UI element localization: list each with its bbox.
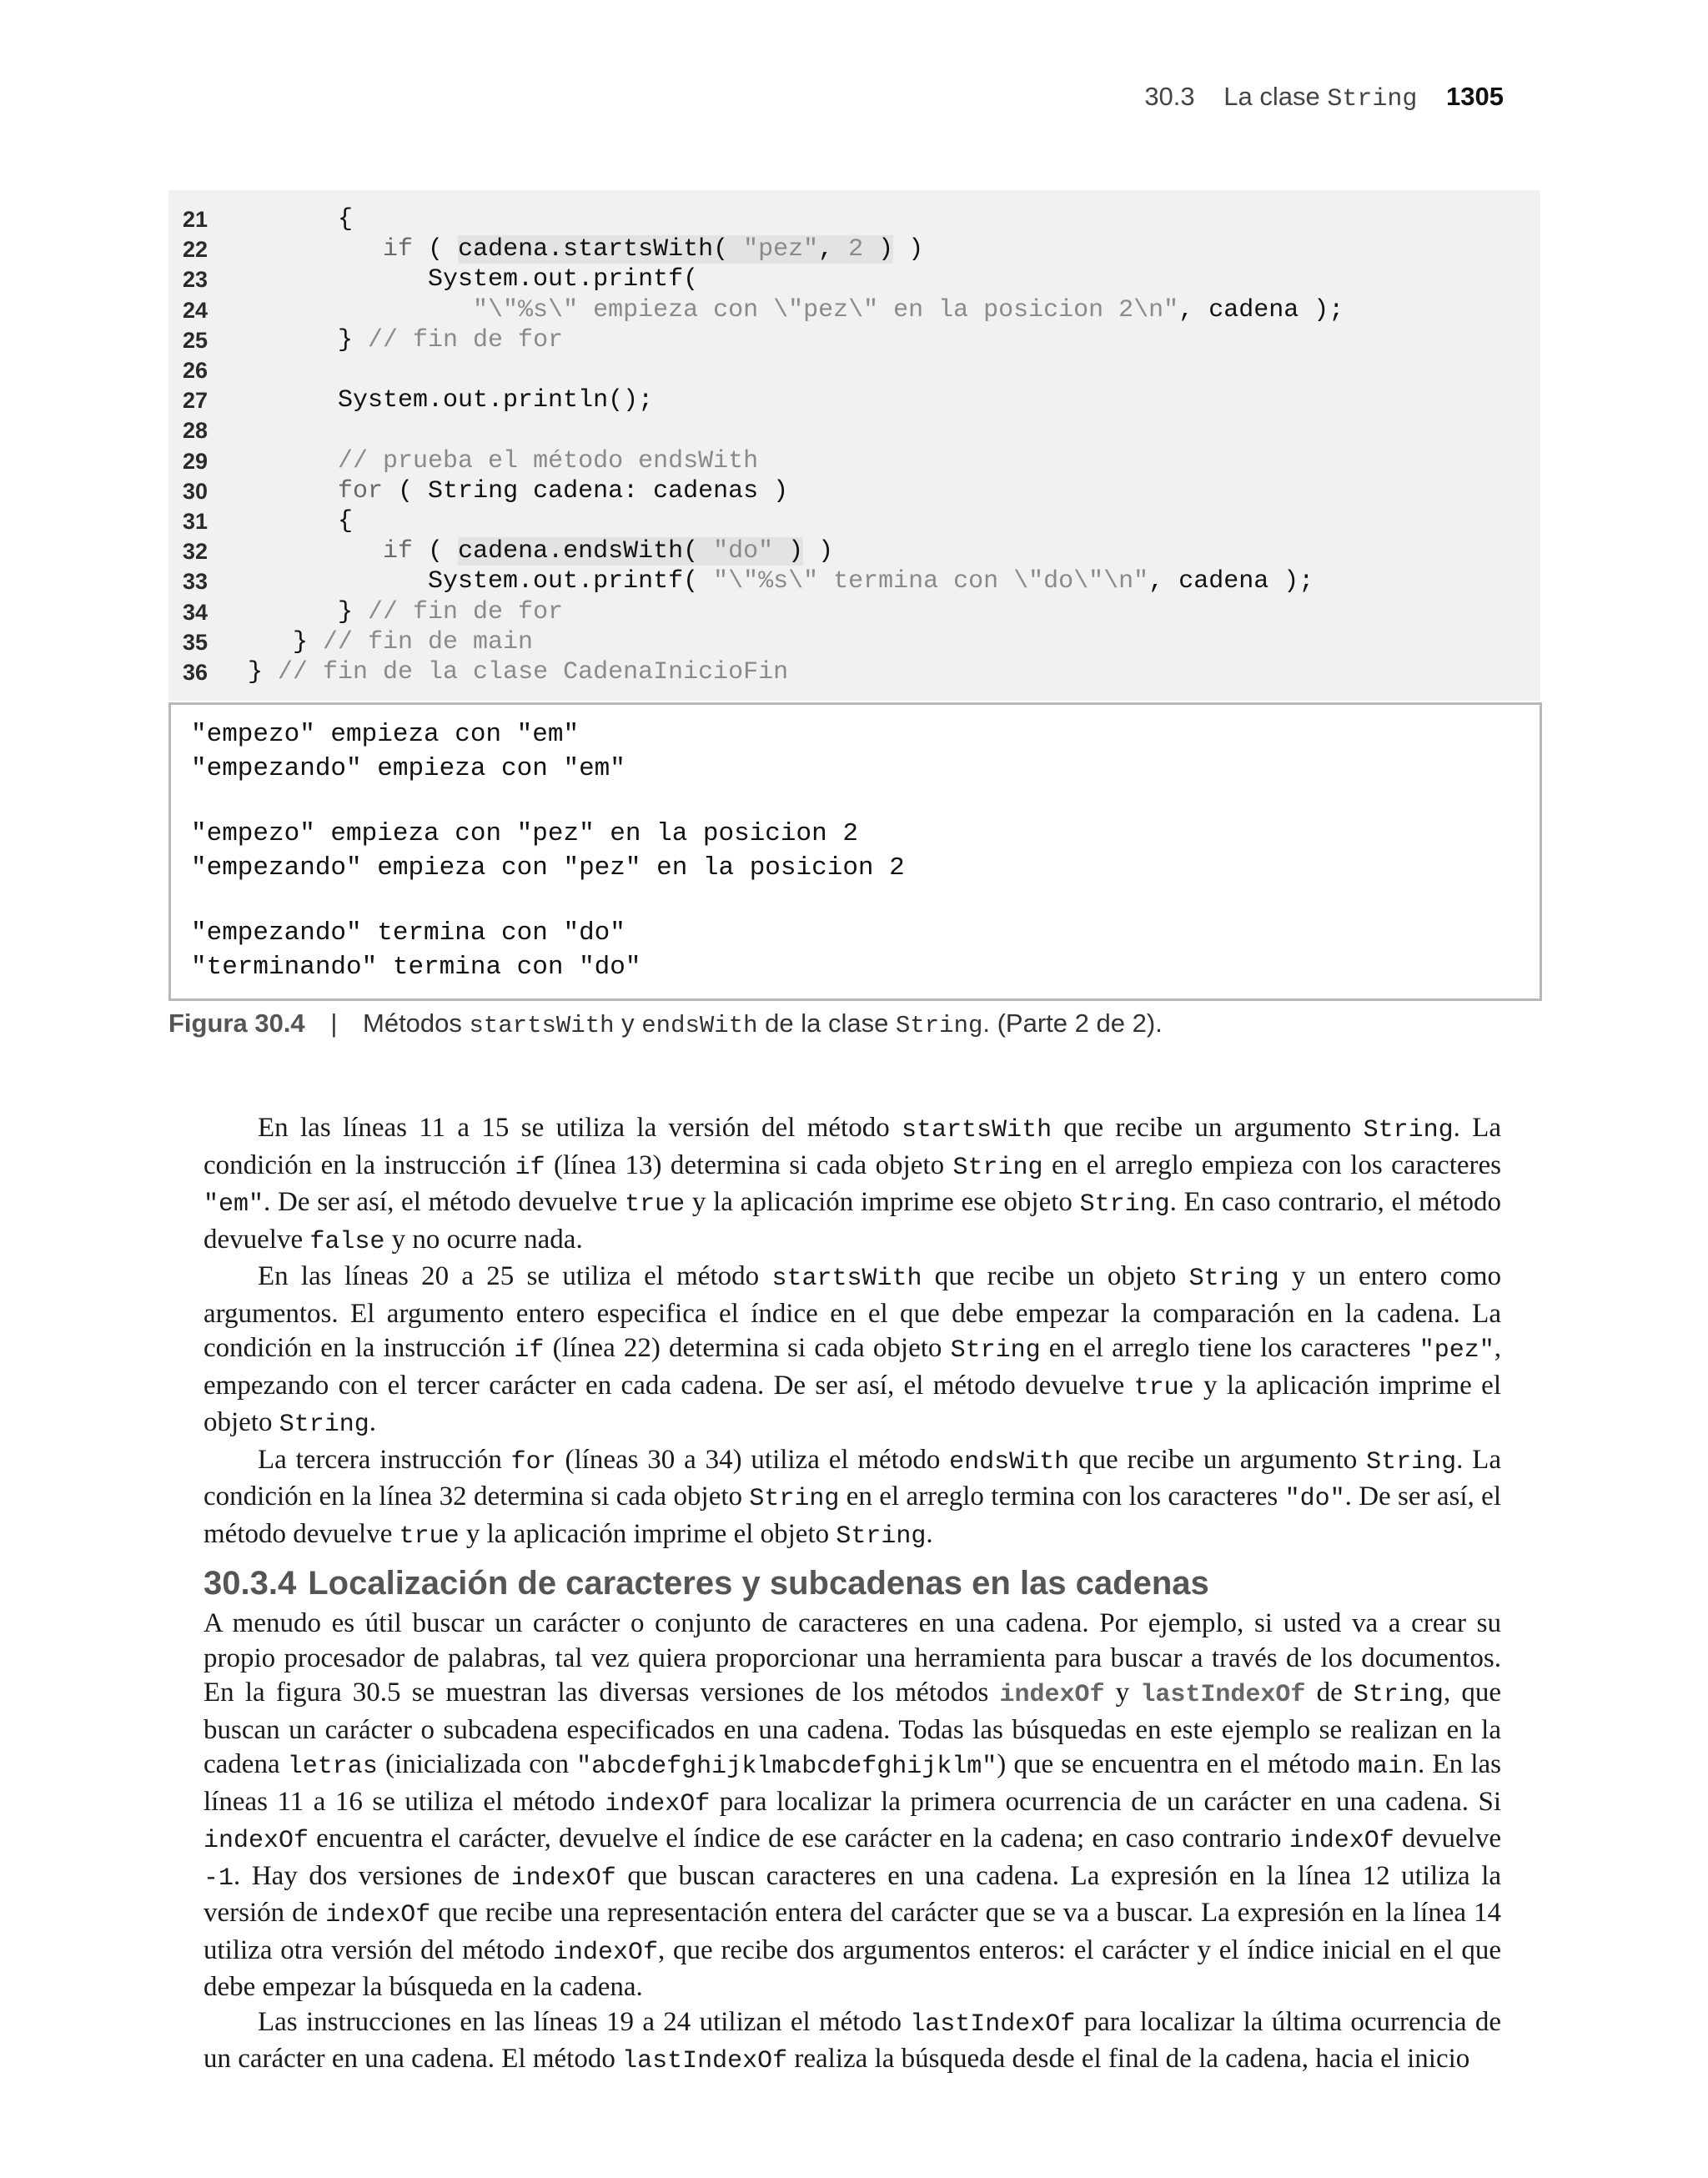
code-text: "\"%s\" empieza con \"pez\" en la posicion 2\n", cadena ); xyxy=(473,295,1344,324)
output-line: "terminando" termina con "do" xyxy=(191,953,641,982)
line-number: 30 xyxy=(183,478,208,504)
line-number: 24 xyxy=(183,297,208,323)
line-number: 31 xyxy=(183,509,208,534)
header-title: La clase xyxy=(1223,82,1320,111)
program-output xyxy=(168,702,1542,1001)
output-line: "empezo" empieza con "pez" en la posicion 2 xyxy=(191,819,858,848)
code-text: { xyxy=(248,205,354,234)
running-head xyxy=(1144,82,1504,113)
code-listing xyxy=(168,190,1540,701)
code-text: } // fin de main xyxy=(248,627,534,656)
caption-code-3: String xyxy=(895,1012,983,1039)
section-number: 30.3 xyxy=(1144,82,1195,111)
code-text: // prueba el método endsWith xyxy=(338,446,759,475)
code-text: } // fin de for xyxy=(248,325,564,355)
code-text: { xyxy=(248,507,354,536)
line-number: 26 xyxy=(183,358,208,383)
body-paragraphs xyxy=(203,1111,1501,1554)
paragraph: En las líneas 20 a 25 se utiliza el método startsWith que recibe un objeto String y un entero como argumentos. El argumento entero especifica el índice en el que debe empezar la comparación en la cadena. La condición en la instrucción if (línea 22) determina si cada objeto String en el arreglo tiene los caracteres "pez", empezando con el tercer carácter en cada cadena. De ser así, el método devuelve true y la aplicación imprime el objeto String. xyxy=(203,1261,1501,1439)
line-number: 35 xyxy=(183,629,208,655)
line-number: 28 xyxy=(183,418,208,444)
paragraph: A menudo es útil buscar un carácter o conjunto de caracteres en una cadena. Por ejemplo, si usted va a crear su propio procesador de palabras, tal vez quiera proporcionar una herramienta para buscar a través de los documentos. En la figura 30.5 se muestran las diversas versiones de los métodos indexOf y lastIndexOf de String, que buscan un carácter o subcadena especificados en una cadena. Todas las búsquedas en este ejemplo se realizan en la cadena letras (inicializada con "abcdefghijklmabcdefghijklm") que se encuentra en el método main. En las líneas 11 a 16 se utiliza el método indexOf para localizar la primera ocurrencia de un carácter en una cadena. Si indexOf encuentra el carácter, devuelve el índice de ese carácter en la cadena; en caso contrario indexOf devuelve -1. Hay dos versiones de indexOf que buscan caracteres en una cadena. La expresión en la línea 12 utiliza la versión de indexOf que recibe una representación entera del carácter que se va a buscar. La expresión en la línea 14 utiliza otra versión del método indexOf, que recibe dos argumentos enteros: el carácter y el índice inicial en el que debe empezar la búsqueda en la cadena. xyxy=(203,1608,1502,2002)
caption-text-2: y xyxy=(614,1009,642,1038)
section-heading-title: Localización de caracteres y subcadenas en las cadenas xyxy=(308,1565,1209,1602)
line-number: 33 xyxy=(183,569,208,595)
code-text: System.out.printf( "\"%s\" termina con \"do\"\n", cadena ); xyxy=(248,567,1314,596)
section-heading xyxy=(203,1565,1209,1602)
caption-text-4: . (Parte 2 de 2). xyxy=(982,1009,1163,1038)
paragraph: La tercera instrucción for (líneas 30 a 34) utiliza el método endsWith que recibe un argumento String. La condición en la línea 32 determina si cada objeto String en el arreglo termina con los caracteres "do". De ser así, el método devuelve true y la aplicación imprime el objeto String. xyxy=(203,1444,1501,1551)
figure-caption xyxy=(168,1009,1163,1039)
line-number: 27 xyxy=(183,388,208,414)
code-text: } // fin de la clase CadenaInicioFin xyxy=(248,658,789,687)
line-number: 32 xyxy=(183,539,208,565)
line-number: 25 xyxy=(183,327,208,353)
caption-text-1: Métodos xyxy=(363,1009,470,1038)
output-line: "empezando" termina con "do" xyxy=(191,918,625,948)
line-number: 34 xyxy=(183,599,208,625)
page-number: 1305 xyxy=(1446,82,1504,111)
output-line: "empezando" empieza con "em" xyxy=(191,754,625,783)
caption-code-1: startsWith xyxy=(469,1012,615,1039)
code-text: for ( String cadena: cadenas ) xyxy=(338,476,789,506)
header-title-code: String xyxy=(1327,85,1418,113)
code-text: if ( cadena.startsWith( "pez", 2 ) ) xyxy=(383,235,924,264)
code-text: } // fin de for xyxy=(248,597,564,626)
output-line: "empezo" empieza con "em" xyxy=(191,720,580,749)
code-text: if ( cadena.endsWith( "do" ) ) xyxy=(383,537,834,566)
section-heading-number: 30.3.4 xyxy=(203,1565,297,1602)
code-text: System.out.printf( xyxy=(248,265,699,294)
output-line: "empezando" empieza con "pez" en la posicion 2 xyxy=(191,853,905,883)
line-number: 21 xyxy=(183,207,208,232)
figure-label: Figura 30.4 xyxy=(168,1009,305,1038)
paragraph: En las líneas 11 a 15 se utiliza la versión del método startsWith que recibe un argumento String. La condición en la instrucción if (línea 13) determina si cada objeto String en el arreglo empieza con los caracteres "em". De ser así, el método devuelve true y la aplicación imprime ese objeto String. En caso contrario, el método devuelve false y no ocurre nada. xyxy=(203,1113,1502,1256)
caption-separator: | xyxy=(330,1009,338,1038)
line-number: 29 xyxy=(183,448,208,474)
caption-text-3: de la clase xyxy=(757,1009,896,1038)
caption-code-2: endsWith xyxy=(641,1012,758,1039)
line-number: 22 xyxy=(183,237,208,263)
paragraph: Las instrucciones en las líneas 19 a 24 utilizan el método lastIndexOf para localizar la última ocurrencia de un carácter en una cadena. El método lastIndexOf realiza la búsqueda desde el final de la cadena, hacia el inicio xyxy=(203,2006,1501,2075)
line-number: 23 xyxy=(183,267,208,293)
section-paragraphs xyxy=(203,1607,1501,2080)
line-number: 36 xyxy=(183,660,208,685)
code-text: System.out.println(); xyxy=(248,386,654,415)
